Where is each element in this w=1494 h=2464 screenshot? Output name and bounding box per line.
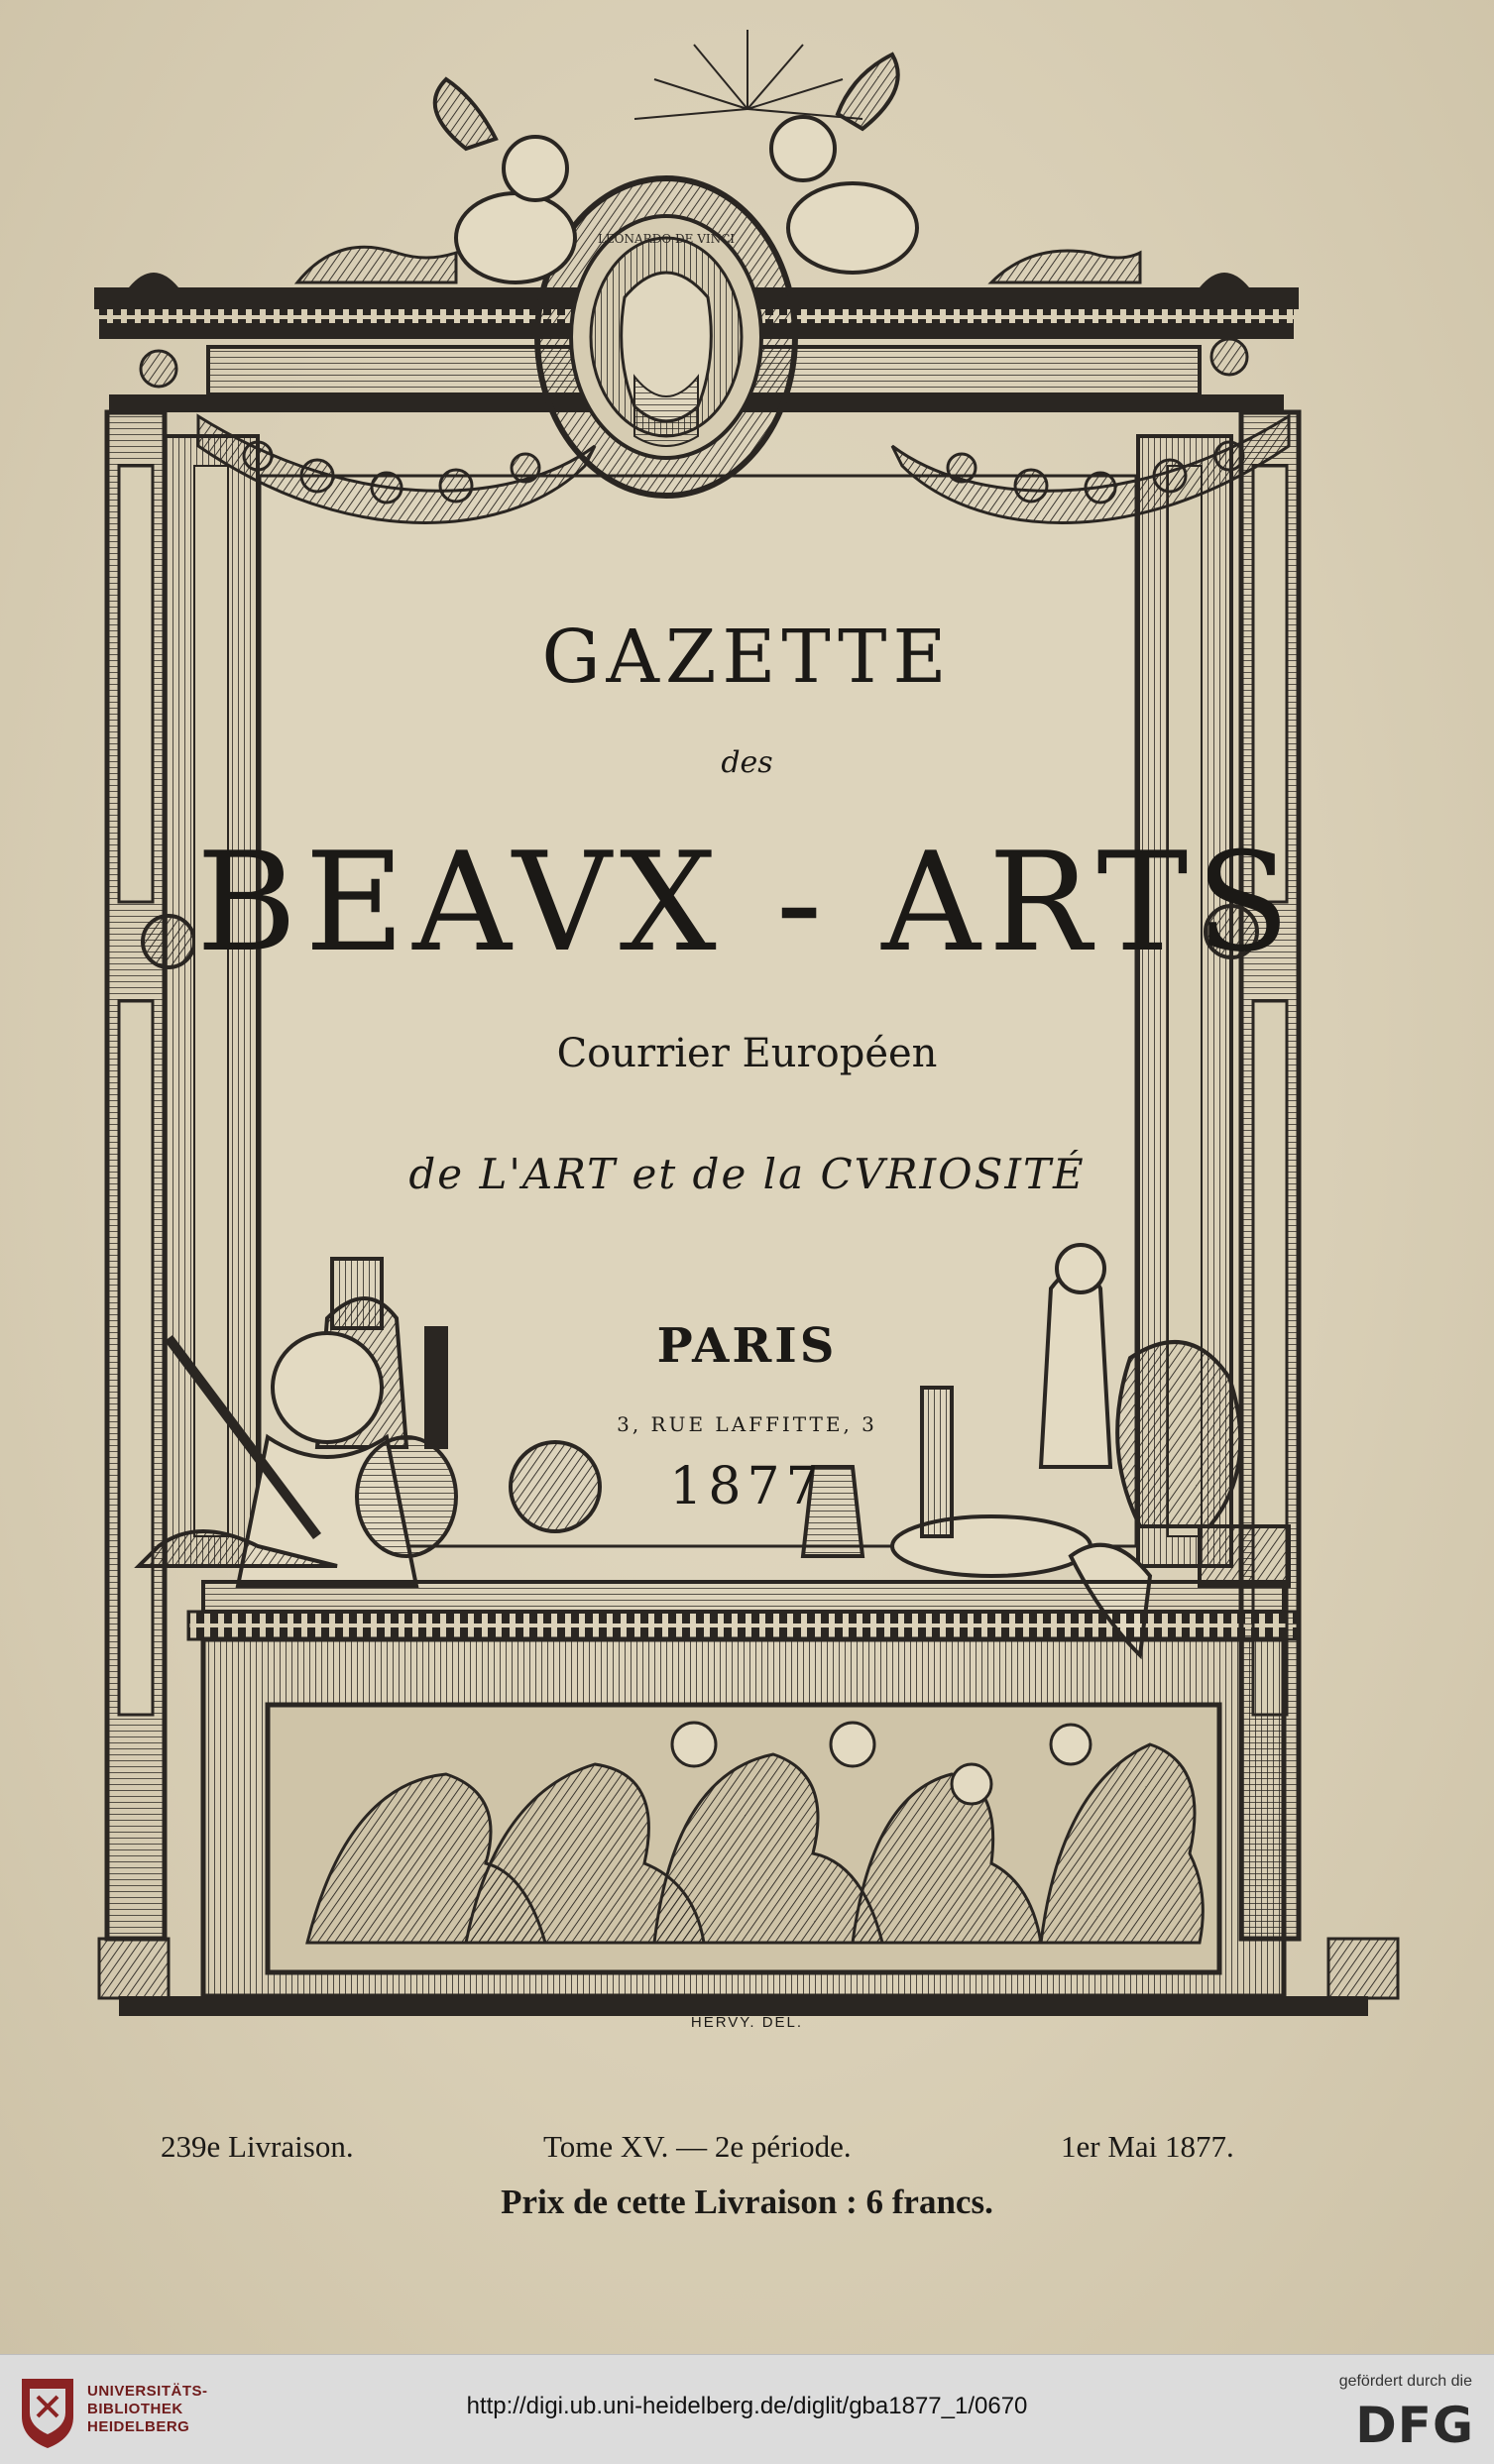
subtitle-courrier: Courrier Européen: [556, 1031, 938, 1076]
medallion-inscription: LEONARDO DE VINCI: [597, 232, 736, 246]
publisher-city: PARIS: [656, 1318, 838, 1374]
funder-caption: gefördert durch die: [1338, 2373, 1472, 2390]
publication-year: 1877: [669, 1457, 825, 1516]
dfg-logo[interactable]: DFG: [1355, 2397, 1474, 2454]
title-gazette: GAZETTE: [541, 615, 953, 700]
library-name-line: UNIVERSITÄTS-: [87, 2383, 208, 2400]
subtitle-curiosite: de L'ART et de la CVRIOSITÉ: [408, 1150, 1086, 1198]
issue-livraison: 239e Livraison.: [161, 2129, 354, 2164]
publisher-address: 3, RUE LAFFITTE, 3: [617, 1412, 877, 1436]
pedestal: [99, 1582, 1398, 2016]
artist-credit: HERVY. DEL.: [690, 2014, 804, 2031]
title-des: des: [721, 745, 773, 780]
issue-date: 1er Mai 1877.: [1061, 2129, 1234, 2164]
permalink-url[interactable]: http://digi.ub.uni-heidelberg.de/diglit/gba1877_1/0670: [466, 2393, 1028, 2419]
issue-tome: Tome XV. — 2e période.: [543, 2129, 852, 2164]
library-name-line: BIBLIOTHEK: [87, 2401, 183, 2417]
top-crest: [297, 30, 1140, 496]
issue-price: Prix de cette Livraison : 6 francs.: [501, 2183, 993, 2221]
library-name-line: HEIDELBERG: [87, 2418, 190, 2435]
title-beaux-arts: BEAVX - ARTS: [196, 823, 1298, 982]
library-footer: [0, 2354, 1494, 2464]
